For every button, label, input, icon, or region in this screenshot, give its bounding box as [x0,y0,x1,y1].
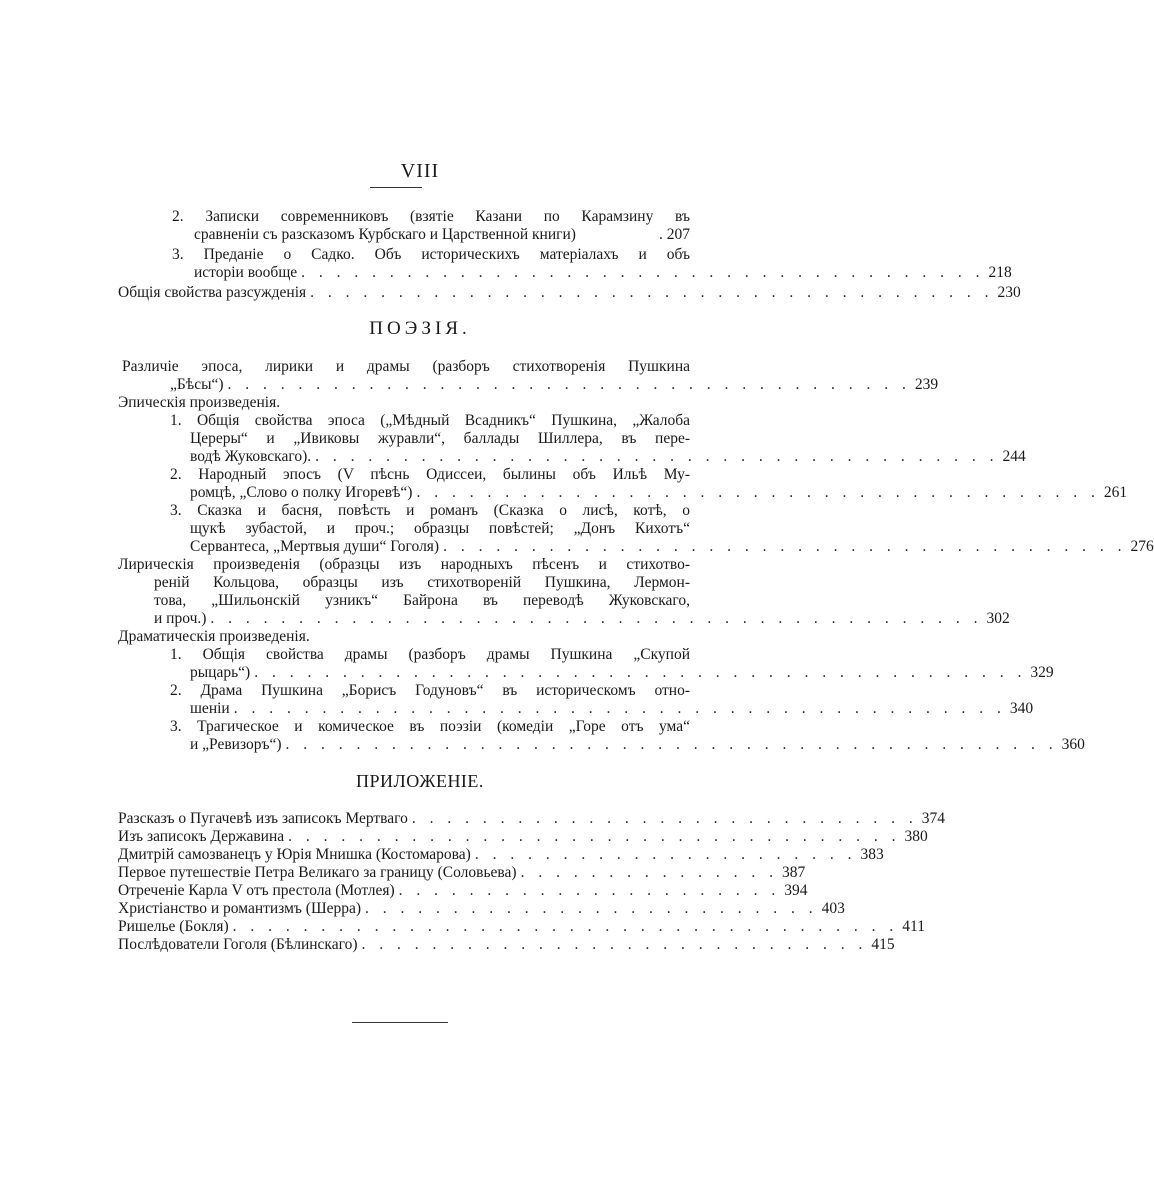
toc-entry-text: и проч.) [154,610,207,627]
toc-entry [118,718,690,736]
toc-entry-cont: и „Ревизоръ“) . . . . . . . . . . . . . . . . . . . . . . . . . . . . . . . . . . . . . . . . . . . . 360 [190,736,1085,753]
toc-entry: Общія свойства разсужденія . . . . . . . . . . . . . . . . . . . . . . . . . . . . . . . . . . . . . . . 230 [118,284,1021,301]
toc-entry-text: 3. Преданіе о Садко. Объ историческихъ матеріалахъ и объ [172,246,690,263]
toc-entry-text: „Бѣсы“) [170,376,224,393]
toc-entry-text: 3. Трагическое и комическое въ поэзіи (комедіи „Горе отъ ума“ [170,718,690,735]
toc-page-ref: . 207 [659,226,690,243]
toc-entry-text: Сервантеса, „Мертвыя души“ Гоголя) [190,538,440,555]
toc-page-ref: 239 [914,376,939,393]
toc-entry-text: ромцѣ, „Слово о полку Игоревѣ“) [190,484,413,501]
toc-entry-text: Общія свойства разсужденія [118,284,307,301]
section-title-poetry: ПОЭЗІЯ. [369,318,471,339]
toc-top-section [118,208,1021,302]
toc-entry-text: Различіе эпоса, лирики и драмы (разборъ стихотворенія Пушкина [122,358,690,375]
toc-entry-text: 1. Общія свойства драмы (разборъ драмы Пушкина „Скупой [170,646,690,663]
toc-page-ref: 387 [781,864,806,881]
toc-entry-text: и „Ревизоръ“) [190,736,282,753]
subsection-heading [118,394,690,412]
toc-entry-text: Цереры“ и „Ивиковы журавли“, баллады Шиллера, въ пере- [190,430,690,447]
toc-appendix-section [118,810,945,954]
drama-heading: Драматическія произведенія. [118,628,310,645]
toc-entry: Дмитрій самозванецъ у Юрія Мнишка (Костомарова) . . . . . . . . . . . . . . . . . . . . . . 383 [118,846,884,863]
epic-heading: Эпическія произведенія. [118,394,281,411]
toc-page-ref: 329 [1030,664,1054,681]
toc-page-ref: 383 [860,846,884,863]
toc-page-ref: 244 [1002,448,1026,465]
toc-entry-text: Лирическія произведенія (образцы изъ народныхъ пѣсенъ и стихотво- [118,556,690,573]
page-number: VIII [400,160,440,182]
toc-page-ref: 218 [988,264,1012,281]
toc-page-ref: 230 [997,284,1021,301]
toc-page-ref: 360 [1061,736,1085,753]
toc-poetry-section [118,358,1154,754]
toc-entry-cont [118,520,690,538]
toc-entry-text: Первое путешествіе Петра Великаго за границу (Соловьева) [118,864,517,881]
toc-entry [118,412,690,430]
toc-page-ref: 415 [871,936,895,953]
toc-entry [118,208,690,226]
toc-page-ref: 411 [902,918,925,935]
toc-entry-cont [118,592,690,610]
toc-entry: Послѣдователи Гоголя (Бѣлинскаго) . . . . . . . . . . . . . . . . . . . . . . . . . . . . . 415 [118,936,895,953]
toc-entry-cont: Сервантеса, „Мертвыя души“ Гоголя) . . . . . . . . . . . . . . . . . . . . . . . . . . . . . . . . . . . . . . . 276 [190,538,1154,555]
toc-entry-text: 3. Сказка и басня, повѣсть и романъ (Сказка о лисѣ, котѣ, о [170,502,690,519]
toc-entry: Отреченіе Карла V отъ престола (Мотлея) . . . . . . . . . . . . . . . . . . . . . . 394 [118,882,808,899]
toc-entry-text: сравненіи съ разсказомъ Курбскаго и Царственной книги) [194,226,576,243]
toc-entry-text: щукѣ зубастой, и проч.; образцы повѣстей; „Донъ Кихотъ“ [190,520,690,537]
toc-entry: Ришелье (Бокля) . . . . . . . . . . . . . . . . . . . . . . . . . . . . . . . . . . . . . . 411 [118,918,925,935]
end-rule [352,1022,448,1023]
toc-entry [118,682,690,700]
section-title-appendix: ПРИЛОЖЕНІЕ. [356,771,484,791]
toc-entry-cont: шеніи . . . . . . . . . . . . . . . . . . . . . . . . . . . . . . . . . . . . . . . . . . . . 340 [190,700,1034,717]
toc-entry [118,466,690,484]
toc-entry [118,556,690,574]
toc-page-ref: 261 [1103,484,1128,501]
toc-entry [118,246,690,264]
toc-entry [118,358,690,376]
toc-entry-text: Дмитрій самозванецъ у Юрія Мнишка (Костомарова) [118,846,471,863]
toc-entry-cont: водѣ Жуковскаго). . . . . . . . . . . . . . . . . . . . . . . . . . . . . . . . . . . . . . . . 244 [190,448,1026,465]
toc-entry: Первое путешествіе Петра Великаго за границу (Соловьева) . . . . . . . . . . . . . . . 387 [118,864,806,881]
toc-entry-text: 2. Записки современниковъ (взятіе Казани по Карамзину въ [172,208,690,225]
toc-entry-text: исторіи вообще [194,264,298,281]
toc-entry: Христіанство и романтизмъ (Шерра) . . . . . . . . . . . . . . . . . . . . . . . . . . 403 [118,900,845,917]
toc-entry-cont [118,430,690,448]
toc-entry-text: водѣ Жуковскаго). [190,448,312,465]
toc-page-ref: 302 [986,610,1010,627]
toc-page-ref: 380 [904,828,928,845]
toc-entry-text: това, „Шильонскій узникъ“ Байрона въ переводѣ Жуковскаго, [154,592,690,609]
page-number-rule [370,187,422,188]
toc-page-ref: 394 [784,882,808,899]
toc-entry-cont: „Бѣсы“) . . . . . . . . . . . . . . . . . . . . . . . . . . . . . . . . . . . . . . . 239 [170,376,939,393]
toc-entry-cont: и проч.) . . . . . . . . . . . . . . . . . . . . . . . . . . . . . . . . . . . . . . . . . . . . 302 [154,610,1010,627]
toc-entry-text: Ришелье (Бокля) [118,918,229,935]
toc-page-ref: 374 [921,810,945,827]
toc-entry-text: Разсказъ о Пугачевѣ изъ записокъ Мертваго [118,810,408,827]
toc-entry-text: реній Кольцова, образцы изъ стихотвореній Пушкина, Лермон- [154,574,690,591]
toc-entry-text: Отреченіе Карла V отъ престола (Мотлея) [118,882,395,899]
toc-entry: Разсказъ о Пугачевѣ изъ записокъ Мертваго . . . . . . . . . . . . . . . . . . . . . . . . . . . . . 374 [118,810,945,827]
toc-entry-text: рыцарь“) [190,664,251,681]
toc-entry-text: 2. Драма Пушкина „Борисъ Годуновъ“ въ историческомъ отно- [170,682,690,699]
toc-entry-text: 2. Народный эпосъ (V пѣснь Одиссеи, былины объ Ильѣ Му- [170,466,690,483]
toc-entry: Изъ записокъ Державина . . . . . . . . . . . . . . . . . . . . . . . . . . . . . . . . . . . 380 [118,828,928,845]
toc-entry-cont: ромцѣ, „Слово о полку Игоревѣ“) . . . . . . . . . . . . . . . . . . . . . . . . . . . . . . . . . . . . . . . 261 [190,484,1128,501]
toc-entry-text: 1. Общія свойства эпоса („Мѣдный Всадникъ“ Пушкина, „Жалоба [170,412,690,429]
toc-entry-cont [118,574,690,592]
toc-entry [118,502,690,520]
toc-entry-text: Христіанство и романтизмъ (Шерра) [118,900,362,917]
toc-page-ref: 340 [1009,700,1034,717]
toc-entry-text: Послѣдователи Гоголя (Бѣлинскаго) [118,936,358,953]
toc-page-ref: 403 [821,900,845,917]
toc-entry-text: Изъ записокъ Державина [118,828,285,845]
toc-entry-text: шеніи [190,700,230,717]
toc-entry [118,646,690,664]
toc-page-ref: 276 [1130,538,1154,555]
toc-entry-cont: исторіи вообще . . . . . . . . . . . . . . . . . . . . . . . . . . . . . . . . . . . . . . . 218 [194,264,1012,281]
toc-entry-cont [118,226,690,244]
toc-entry-cont: рыцарь“) . . . . . . . . . . . . . . . . . . . . . . . . . . . . . . . . . . . . . . . . . . . . 329 [190,664,1054,681]
subsection-heading [118,628,690,646]
